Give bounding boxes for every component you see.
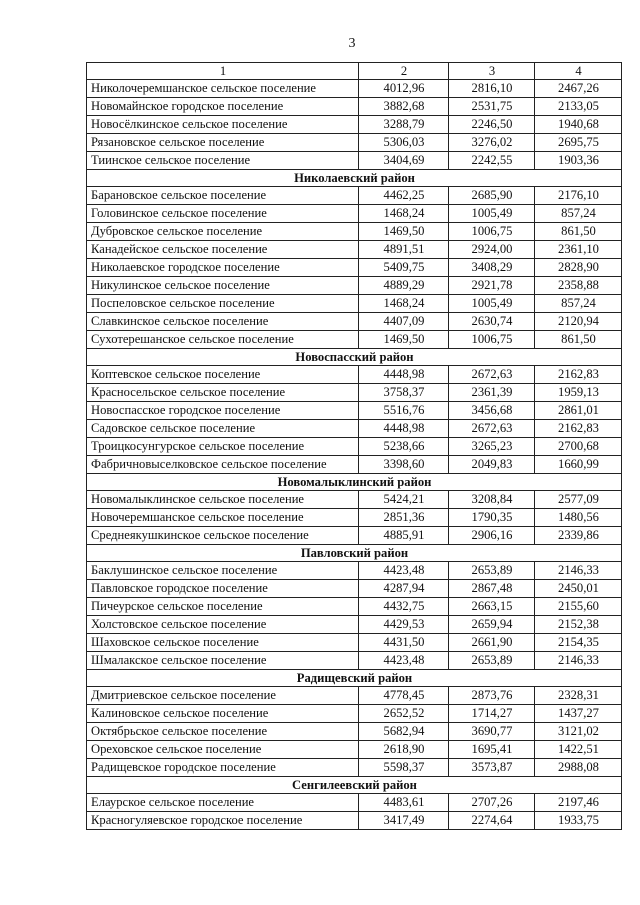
value-col-2: 4891,51	[359, 241, 449, 259]
table-row	[87, 723, 622, 741]
table-row	[87, 277, 622, 295]
settlement-name: Сухотерешанское сельское поселение	[87, 331, 359, 349]
value-col-2: 4432,75	[359, 598, 449, 616]
settlement-name: Павловское городское поселение	[87, 580, 359, 598]
table-row	[87, 134, 622, 152]
district-header-row	[87, 670, 622, 687]
settlement-name: Красногуляевское городское поселение	[87, 812, 359, 830]
value-col-3: 3408,29	[449, 259, 535, 277]
table-row	[87, 527, 622, 545]
table-row	[87, 295, 622, 313]
value-col-4: 2467,26	[535, 80, 622, 98]
value-col-3: 2653,89	[449, 652, 535, 670]
table-row	[87, 438, 622, 456]
value-col-4: 1940,68	[535, 116, 622, 134]
value-col-4: 2133,05	[535, 98, 622, 116]
settlement-name: Новомалыклинское сельское поселение	[87, 491, 359, 509]
value-col-3: 2672,63	[449, 366, 535, 384]
table-row	[87, 598, 622, 616]
value-col-2: 1468,24	[359, 295, 449, 313]
value-col-4: 2988,08	[535, 759, 622, 777]
value-col-2: 4462,25	[359, 187, 449, 205]
value-col-3: 2685,90	[449, 187, 535, 205]
table-row	[87, 80, 622, 98]
value-col-4: 2358,88	[535, 277, 622, 295]
value-col-4: 2120,94	[535, 313, 622, 331]
settlement-name: Дубровское сельское поселение	[87, 223, 359, 241]
settlement-name: Шаховское сельское поселение	[87, 634, 359, 652]
value-col-3: 3456,68	[449, 402, 535, 420]
value-col-4: 2154,35	[535, 634, 622, 652]
value-col-3: 1714,27	[449, 705, 535, 723]
value-col-4: 2828,90	[535, 259, 622, 277]
value-col-2: 5682,94	[359, 723, 449, 741]
value-col-3: 2659,94	[449, 616, 535, 634]
table-row	[87, 420, 622, 438]
table-row	[87, 509, 622, 527]
district-name: Радищевский район	[87, 670, 622, 687]
value-col-2: 2618,90	[359, 741, 449, 759]
table-row	[87, 580, 622, 598]
value-col-2: 2652,52	[359, 705, 449, 723]
column-header: 3	[449, 63, 535, 80]
district-header-row	[87, 170, 622, 187]
value-col-3: 1790,35	[449, 509, 535, 527]
value-col-3: 2661,90	[449, 634, 535, 652]
value-col-3: 3690,77	[449, 723, 535, 741]
settlement-name: Поспеловское сельское поселение	[87, 295, 359, 313]
settlement-name: Калиновское сельское поселение	[87, 705, 359, 723]
settlement-name: Новоспасское городское поселение	[87, 402, 359, 420]
value-col-2: 4429,53	[359, 616, 449, 634]
table-row	[87, 402, 622, 420]
settlement-name: Николочеремшанское сельское поселение	[87, 80, 359, 98]
value-col-3: 2867,48	[449, 580, 535, 598]
district-name: Новомалыклинский район	[87, 474, 622, 491]
settlement-name: Славкинское сельское поселение	[87, 313, 359, 331]
value-col-3: 2672,63	[449, 420, 535, 438]
table-row	[87, 616, 622, 634]
value-col-2: 4423,48	[359, 652, 449, 670]
district-name: Павловский район	[87, 545, 622, 562]
value-col-2: 3288,79	[359, 116, 449, 134]
value-col-2: 1469,50	[359, 223, 449, 241]
settlement-name: Елаурское сельское поселение	[87, 794, 359, 812]
table-row	[87, 652, 622, 670]
value-col-3: 1695,41	[449, 741, 535, 759]
settlement-name: Дмитриевское сельское поселение	[87, 687, 359, 705]
value-col-4: 2700,68	[535, 438, 622, 456]
value-col-4: 2450,01	[535, 580, 622, 598]
district-name: Сенгилеевский район	[87, 777, 622, 794]
value-col-3: 1005,49	[449, 205, 535, 223]
value-col-2: 4423,48	[359, 562, 449, 580]
settlement-name: Октябрьское сельское поселение	[87, 723, 359, 741]
district-header-row	[87, 777, 622, 794]
value-col-2: 3404,69	[359, 152, 449, 170]
table-header-row	[87, 63, 622, 80]
page-number: 3	[348, 36, 356, 51]
value-col-2: 5306,03	[359, 134, 449, 152]
table-row	[87, 634, 622, 652]
value-col-3: 2361,39	[449, 384, 535, 402]
value-col-4: 857,24	[535, 295, 622, 313]
district-header-row	[87, 474, 622, 491]
value-col-4: 1903,36	[535, 152, 622, 170]
value-col-3: 3276,02	[449, 134, 535, 152]
value-col-4: 861,50	[535, 223, 622, 241]
value-col-4: 2155,60	[535, 598, 622, 616]
value-col-3: 2924,00	[449, 241, 535, 259]
settlements-table	[86, 62, 622, 830]
table-row	[87, 759, 622, 777]
table-row	[87, 812, 622, 830]
table-row	[87, 384, 622, 402]
value-col-2: 5424,21	[359, 491, 449, 509]
table-row	[87, 259, 622, 277]
value-col-4: 2162,83	[535, 366, 622, 384]
value-col-4: 1437,27	[535, 705, 622, 723]
value-col-4: 1959,13	[535, 384, 622, 402]
value-col-2: 4778,45	[359, 687, 449, 705]
value-col-2: 5409,75	[359, 259, 449, 277]
value-col-2: 5598,37	[359, 759, 449, 777]
value-col-4: 1660,99	[535, 456, 622, 474]
value-col-4: 2146,33	[535, 562, 622, 580]
value-col-4: 2339,86	[535, 527, 622, 545]
value-col-2: 1469,50	[359, 331, 449, 349]
value-col-4: 2328,31	[535, 687, 622, 705]
table-row	[87, 187, 622, 205]
table-body	[87, 80, 622, 830]
table-row	[87, 152, 622, 170]
table-row	[87, 366, 622, 384]
value-col-3: 1005,49	[449, 295, 535, 313]
value-col-2: 4012,96	[359, 80, 449, 98]
district-name: Николаевский район	[87, 170, 622, 187]
table-row	[87, 98, 622, 116]
table-row	[87, 705, 622, 723]
value-col-3: 2921,78	[449, 277, 535, 295]
value-col-4: 2176,10	[535, 187, 622, 205]
table-row	[87, 687, 622, 705]
table-row	[87, 313, 622, 331]
settlement-name: Холстовское сельское поселение	[87, 616, 359, 634]
column-header: 1	[87, 63, 359, 80]
settlement-name: Барановское сельское поселение	[87, 187, 359, 205]
value-col-3: 2246,50	[449, 116, 535, 134]
value-col-3: 2873,76	[449, 687, 535, 705]
settlement-name: Рязановское сельское поселение	[87, 134, 359, 152]
value-col-4: 2152,38	[535, 616, 622, 634]
value-col-2: 4448,98	[359, 420, 449, 438]
table-row	[87, 741, 622, 759]
value-col-3: 2653,89	[449, 562, 535, 580]
value-col-3: 2663,15	[449, 598, 535, 616]
table-row	[87, 456, 622, 474]
value-col-4: 2162,83	[535, 420, 622, 438]
table-row	[87, 491, 622, 509]
settlement-name: Радищевское городское поселение	[87, 759, 359, 777]
value-col-2: 4885,91	[359, 527, 449, 545]
table-row	[87, 116, 622, 134]
settlement-name: Новочеремшанское сельское поселение	[87, 509, 359, 527]
value-col-2: 3758,37	[359, 384, 449, 402]
value-col-4: 3121,02	[535, 723, 622, 741]
settlement-name: Шмалакское сельское поселение	[87, 652, 359, 670]
settlement-name: Ореховское сельское поселение	[87, 741, 359, 759]
value-col-4: 2577,09	[535, 491, 622, 509]
settlement-name: Пичеурское сельское поселение	[87, 598, 359, 616]
column-header: 4	[535, 63, 622, 80]
value-col-3: 1006,75	[449, 331, 535, 349]
value-col-4: 2197,46	[535, 794, 622, 812]
value-col-3: 3208,84	[449, 491, 535, 509]
table-row	[87, 562, 622, 580]
value-col-3: 2242,55	[449, 152, 535, 170]
value-col-2: 4448,98	[359, 366, 449, 384]
table-row	[87, 205, 622, 223]
value-col-4: 1480,56	[535, 509, 622, 527]
table-row	[87, 223, 622, 241]
settlement-name: Головинское сельское поселение	[87, 205, 359, 223]
settlement-name: Троицкосунгурское сельское поселение	[87, 438, 359, 456]
settlement-name: Среднеякушкинское сельское поселение	[87, 527, 359, 545]
value-col-2: 1468,24	[359, 205, 449, 223]
value-col-2: 3398,60	[359, 456, 449, 474]
value-col-2: 5238,66	[359, 438, 449, 456]
value-col-2: 3417,49	[359, 812, 449, 830]
value-col-3: 2630,74	[449, 313, 535, 331]
value-col-3: 1006,75	[449, 223, 535, 241]
value-col-4: 2361,10	[535, 241, 622, 259]
value-col-3: 3573,87	[449, 759, 535, 777]
settlement-name: Новомайнское городское поселение	[87, 98, 359, 116]
value-col-4: 2695,75	[535, 134, 622, 152]
table-row	[87, 794, 622, 812]
settlement-name: Фабричновыселковское сельское поселение	[87, 456, 359, 474]
district-header-row	[87, 545, 622, 562]
settlement-name: Канадейское сельское поселение	[87, 241, 359, 259]
value-col-4: 2146,33	[535, 652, 622, 670]
value-col-2: 2851,36	[359, 509, 449, 527]
value-col-3: 2816,10	[449, 80, 535, 98]
value-col-3: 2049,83	[449, 456, 535, 474]
table-row	[87, 331, 622, 349]
value-col-2: 4889,29	[359, 277, 449, 295]
value-col-2: 5516,76	[359, 402, 449, 420]
settlement-name: Коптевское сельское поселение	[87, 366, 359, 384]
value-col-2: 3882,68	[359, 98, 449, 116]
value-col-2: 4431,50	[359, 634, 449, 652]
value-col-4: 1422,51	[535, 741, 622, 759]
value-col-4: 857,24	[535, 205, 622, 223]
value-col-2: 4407,09	[359, 313, 449, 331]
value-col-4: 2861,01	[535, 402, 622, 420]
value-col-3: 2707,26	[449, 794, 535, 812]
value-col-3: 3265,23	[449, 438, 535, 456]
value-col-3: 2906,16	[449, 527, 535, 545]
district-header-row	[87, 349, 622, 366]
value-col-2: 4287,94	[359, 580, 449, 598]
value-col-3: 2531,75	[449, 98, 535, 116]
column-header: 2	[359, 63, 449, 80]
settlement-name: Тиинское сельское поселение	[87, 152, 359, 170]
settlement-name: Садовское сельское поселение	[87, 420, 359, 438]
value-col-4: 861,50	[535, 331, 622, 349]
settlement-name: Новосёлкинское сельское поселение	[87, 116, 359, 134]
settlement-name: Баклушинское сельское поселение	[87, 562, 359, 580]
settlement-name: Никулинское сельское поселение	[87, 277, 359, 295]
settlement-name: Николаевское городское поселение	[87, 259, 359, 277]
district-name: Новоспасский район	[87, 349, 622, 366]
value-col-2: 4483,61	[359, 794, 449, 812]
value-col-3: 2274,64	[449, 812, 535, 830]
settlement-name: Красносельское сельское поселение	[87, 384, 359, 402]
value-col-4: 1933,75	[535, 812, 622, 830]
table-row	[87, 241, 622, 259]
